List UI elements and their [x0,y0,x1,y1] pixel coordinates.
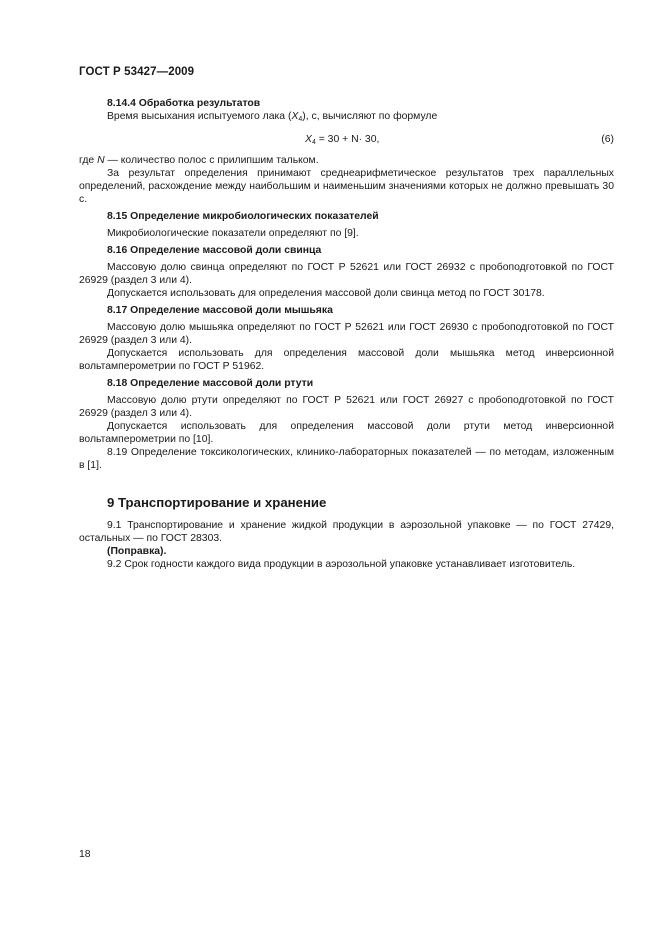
section-8-15-heading: 8.15 Определение микробиологических показателей [107,211,379,222]
formula-intro-text-end: ), с, вычисляют по формуле [302,111,438,122]
variable-x: X [291,111,299,122]
formula-subscript: 4 [311,139,316,146]
document-body [79,97,614,571]
section-8-16-heading: 8.16 Определение массовой доли свинца [107,245,322,256]
section-9-heading: 9 Транспортирование и хранение [107,495,327,510]
document-code-header: ГОСТ Р 53427—2009 [79,66,195,78]
section-8-17-heading: 8.17 Определение массовой доли мышьяка [107,305,333,316]
where-text-end: — количество полос с прилипшим тальком. [104,155,319,166]
formula-number: (6) [601,134,614,145]
section-8-18-text-2: Допускается использовать для определения массовой доли ртути метод инверсионной вольтамперометрии по [10]. [79,421,614,445]
formula-intro [79,110,614,126]
section-8-16-text-2: Допускается использовать для определения массовой доли свинца метод по ГОСТ 30178. [107,288,545,299]
section-8-17-text-1: Массовую долю мышьяка определяют по ГОСТ Р 52621 или ГОСТ 26930 с пробоподготовкой по ГОСТ 26929 (раздел 3 или 4). [79,322,614,346]
section-8-18-text-1: Массовую долю ртути определяют по ГОСТ Р 52621 или ГОСТ 26927 с пробоподготовкой по ГОСТ 26929 (раздел 3 или 4). [79,395,614,419]
formula-intro-text: Время высыхания испытуемого лака ( [107,111,292,122]
formula-where [79,154,614,167]
formula-6 [79,133,614,147]
formula-variable: X [305,134,312,145]
formula-rhs: = 30 + N· 30, [315,134,380,145]
where-variable: N [97,155,105,166]
section-8-19-text: 8.19 Определение токсикологических, клинико-лабораторных показателей — по методам, изложенным в [1]. [79,447,614,471]
amendment-note: (Поправка). [107,546,167,557]
section-8-17-text-2: Допускается использовать для определения массовой доли мышьяка метод инверсионной вольтамперометрии по ГОСТ Р 51962. [79,348,614,372]
section-8-15-text: Микробиологические показатели определяют по [9]. [107,228,359,239]
section-8-14-4-heading: 8.14.4 Обработка результатов [107,98,261,109]
variable-subscript: 4 [298,116,303,123]
page-number: 18 [79,849,91,860]
formula-expression [305,133,379,149]
section-8-18-heading: 8.18 Определение массовой доли ртути [107,378,314,389]
where-text: где [79,155,98,166]
section-9-1-text: 9.1 Транспортирование и хранение жидкой продукции в аэрозольной упаковке — по ГОСТ 27429, остальных — по ГОСТ 28303. [79,520,614,544]
section-9-2-text: 9.2 Срок годности каждого вида продукции в аэрозольной упаковке устанавливает изготовитель. [107,559,576,570]
section-8-16-text-1: Массовую долю свинца определяют по ГОСТ Р 52621 или ГОСТ 26932 с пробоподготовкой по ГОСТ 26929 (раздел 3 или 4). [79,262,614,286]
result-paragraph: За результат определения принимают среднеарифметическое результатов трех параллельных определений, расхождение между наибольшим и наименьшим значениями которых не должно превышать 30 с. [79,168,614,205]
